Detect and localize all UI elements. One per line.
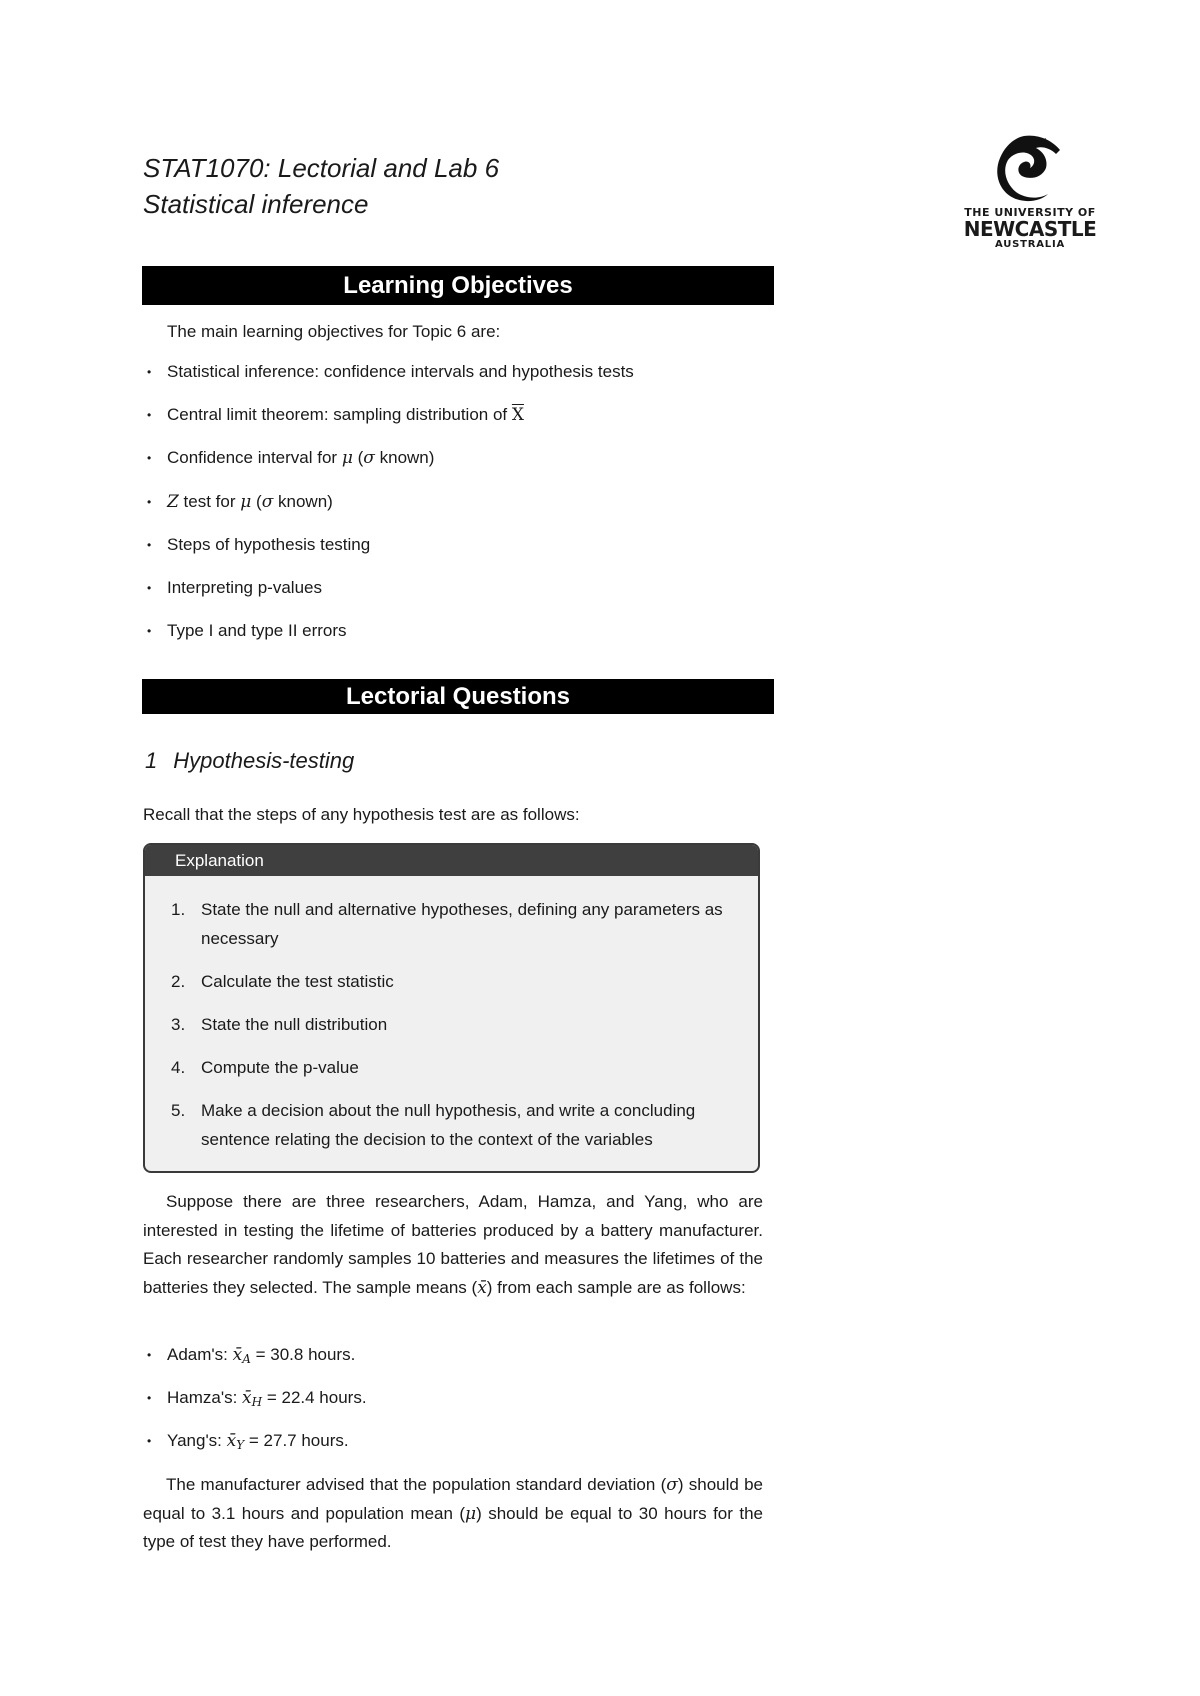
bullet-icon: • [147,365,152,379]
list-item: • Steps of hypothesis testing [145,531,634,574]
mu-symbol: μ [341,448,353,469]
sigma-symbol: σ [261,491,274,512]
logo-line-1: THE UNIVERSITY OF [964,206,1096,219]
objectives-intro: The main learning objectives for Topic 6 are: [167,322,501,341]
explanation-header: Explanation [145,845,758,876]
sigma-symbol: σ [363,448,375,469]
sample-means-list [145,1341,367,1470]
section-title: Hypothesis-testing [173,748,355,773]
university-logo [960,132,1100,262]
list-item: • Statistical inference: confidence intervals and hypothesis tests [145,358,634,401]
researchers-paragraph: Suppose there are three researchers, Adam, Hamza, and Yang, who are interested in testing the lifetime of batteries produced by a battery manufacturer. Each researcher randomly samples 10 batteries and measures the lifetimes of the batteries they selected. The sample means (x̄) from each sample are as follows: [143,1192,763,1298]
list-item: • Adam's: $x̄_A = 30.8$ hours. [145,1341,367,1384]
title-line-2: Statistical inference [143,189,369,219]
mu-symbol: μ [465,1503,477,1524]
logo-line-2: NEWCASTLE [963,217,1097,241]
objectives-list [145,358,634,660]
sigma-symbol: σ [666,1475,678,1495]
bullet-icon: • [147,1391,152,1405]
x-bar-symbol: $\overline{X}$ [511,405,524,426]
bullet-icon: • [147,580,152,595]
z-symbol: Z [167,491,179,512]
step-item: 1. State the null and alternative hypotheses, defining any parameters as necessary [171,900,723,948]
bullet-icon: • [147,408,152,423]
list-item: • Central limit theorem: sampling distribution of $\overline{X}$ [145,401,634,444]
logo-line-3: AUSTRALIA [994,239,1066,250]
explanation-box [143,843,760,1173]
list-item: • Type I and type II errors [145,617,634,660]
manufacturer-paragraph: The manufacturer advised that the population standard deviation (σ) should be equal to 3.1 hours and population mean (μ) should be equal to 30 hours for the type of test they have performed. [143,1475,763,1551]
learning-objectives-heading: Learning Objectives [142,266,774,305]
title-line-1: STAT1070: Lectorial and Lab 6 [143,153,500,183]
section-number: 1 [145,748,158,773]
section-heading [145,748,354,774]
document-title [143,150,499,222]
list-item: • Z test for μ (σ known) [145,488,634,531]
bullet-icon: • [147,494,152,509]
x-bar-symbol: x̄ [477,1277,487,1298]
step-item: 2. Calculate the test statistic [171,972,394,991]
steps-list [171,895,741,1168]
recall-text: Recall that the steps of any hypothesis test are as follows: [143,805,580,824]
list-item: • Interpreting p-values [145,574,634,617]
lectorial-questions-heading: Lectorial Questions [142,679,774,714]
list-item: • Confidence interval for μ (σ known) [145,444,634,487]
bullet-icon: • [147,1434,152,1448]
bullet-icon: • [147,537,152,552]
bullet-icon: • [147,1348,152,1362]
step-item: 5. Make a decision about the null hypothesis, and write a concluding sentence relating the decision to the context of the variables [171,1101,696,1149]
mu-symbol: μ [240,491,252,512]
seahorse-emblem-icon [994,132,1066,204]
bullet-icon: • [147,624,152,639]
step-item: 3. State the null distribution [171,1015,388,1034]
step-item: 4. Compute the p-value [171,1058,359,1077]
bullet-icon: • [147,451,152,466]
list-item: • Yang's: $x̄_Y = 27.7$ hours. [145,1427,367,1470]
list-item: • Hamza's: $x̄_H = 22.4$ hours. [145,1384,367,1427]
